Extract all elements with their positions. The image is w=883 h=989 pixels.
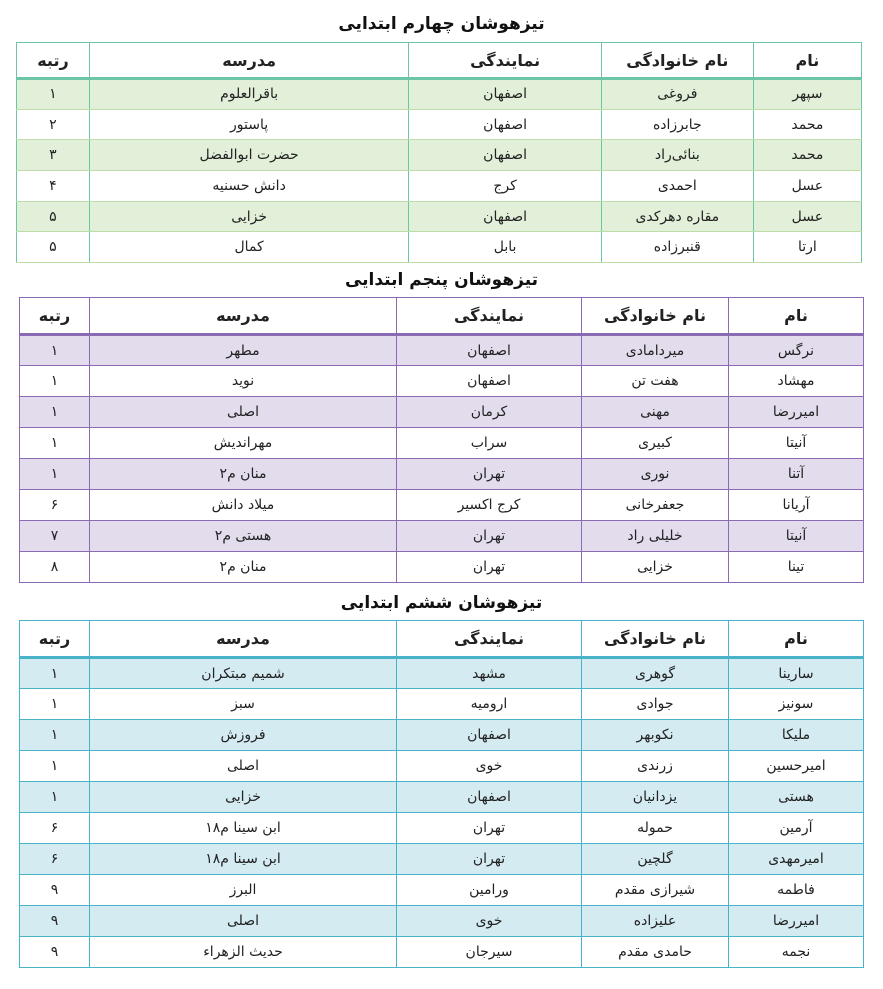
cell-name: تینا [729, 552, 864, 583]
cell-school: اصلی [90, 751, 397, 782]
cell-rep: تهران [397, 844, 582, 875]
cell-name: امیرحسین [729, 751, 864, 782]
table-row [20, 428, 864, 459]
cell-rep: کرج [409, 171, 602, 202]
cell-school: مطهر [90, 335, 397, 366]
cell-rank: ۱ [20, 658, 90, 689]
cell-rank: ۵ [17, 232, 90, 263]
cell-name: نرگس [729, 335, 864, 366]
cell-name: آنیتا [729, 521, 864, 552]
cell-school: باقرالعلوم [89, 79, 408, 110]
cell-rank: ۲ [17, 109, 90, 140]
cell-family: خزایی [582, 552, 729, 583]
cell-school: هستی م۲ [90, 521, 397, 552]
cell-school: مهراندیش [90, 428, 397, 459]
cell-family: خلیلی راد [582, 521, 729, 552]
cell-family: حامدی مقدم [582, 937, 729, 968]
cell-school: اصلی [90, 397, 397, 428]
cell-rep: تهران [397, 552, 582, 583]
cell-rank: ۶ [20, 490, 90, 521]
column-header-school: مدرسه [90, 298, 397, 335]
column-header-family: نام خانوادگی [582, 621, 729, 658]
cell-school: البرز [90, 875, 397, 906]
cell-family: زرندی [582, 751, 729, 782]
cell-name: فاطمه [729, 875, 864, 906]
table-row [20, 782, 864, 813]
cell-rep: مشهد [397, 658, 582, 689]
column-header-name: نام [729, 621, 864, 658]
cell-rep: اصفهان [409, 140, 602, 171]
cell-rank: ۹ [20, 875, 90, 906]
cell-rep: تهران [397, 521, 582, 552]
ranking-table-grade4 [16, 42, 862, 263]
table-row [20, 875, 864, 906]
cell-name: عسل [753, 201, 861, 232]
cell-rep: ارومیه [397, 689, 582, 720]
cell-rank: ۱ [20, 751, 90, 782]
cell-family: نوری [582, 459, 729, 490]
cell-family: یزدانیان [582, 782, 729, 813]
cell-family: علیزاده [582, 906, 729, 937]
table-row [20, 459, 864, 490]
cell-name: ارتا [753, 232, 861, 263]
cell-name: آرمین [729, 813, 864, 844]
cell-rank: ۱ [20, 782, 90, 813]
cell-family: بنائی‌راد [601, 140, 753, 171]
cell-family: مقاره دهرکدی [601, 201, 753, 232]
table-row [20, 720, 864, 751]
column-header-rep: نمایندگی [409, 43, 602, 79]
table-row [20, 658, 864, 689]
table-row [20, 490, 864, 521]
cell-name: مهشاد [729, 366, 864, 397]
cell-school: منان م۲ [90, 459, 397, 490]
cell-name: سارینا [729, 658, 864, 689]
table-row [17, 109, 862, 140]
cell-rep: اصفهان [409, 109, 602, 140]
cell-rank: ۹ [20, 937, 90, 968]
header-row [20, 621, 864, 658]
cell-rank: ۳ [17, 140, 90, 171]
cell-family: جوادی [582, 689, 729, 720]
cell-family: میردامادی [582, 335, 729, 366]
cell-school: خزایی [90, 782, 397, 813]
cell-rep: اصفهان [397, 335, 582, 366]
cell-name: سپهر [753, 79, 861, 110]
cell-rep: بابل [409, 232, 602, 263]
cell-rank: ۸ [20, 552, 90, 583]
table-row [20, 521, 864, 552]
column-header-rank: رتبه [20, 621, 90, 658]
cell-name: محمد [753, 140, 861, 171]
table-row [20, 552, 864, 583]
cell-name: آریانا [729, 490, 864, 521]
cell-rank: ۶ [20, 844, 90, 875]
table-row [20, 751, 864, 782]
cell-school: شمیم مبتکران [90, 658, 397, 689]
ranking-table-grade5 [19, 297, 864, 583]
cell-family: جعفرخانی [582, 490, 729, 521]
cell-family: جابرزاده [601, 109, 753, 140]
table-row [17, 171, 862, 202]
cell-rep: تهران [397, 813, 582, 844]
table-row [20, 813, 864, 844]
column-header-school: مدرسه [90, 621, 397, 658]
cell-school: اصلی [90, 906, 397, 937]
cell-family: هفت تن [582, 366, 729, 397]
cell-family: حموله [582, 813, 729, 844]
cell-rep: ورامین [397, 875, 582, 906]
table-row [20, 844, 864, 875]
table-row [17, 79, 862, 110]
cell-name: سونیز [729, 689, 864, 720]
cell-rank: ۱ [20, 459, 90, 490]
column-header-rank: رتبه [20, 298, 90, 335]
cell-name: امیرمهدی [729, 844, 864, 875]
cell-school: فروزش [90, 720, 397, 751]
cell-rep: خوی [397, 906, 582, 937]
cell-name: هستی [729, 782, 864, 813]
cell-school: سبز [90, 689, 397, 720]
cell-name: آتنا [729, 459, 864, 490]
table-row [17, 232, 862, 263]
cell-family: مهنی [582, 397, 729, 428]
column-header-family: نام خانوادگی [582, 298, 729, 335]
cell-school: نوید [90, 366, 397, 397]
table-title-grade6: تیزهوشان ششم ابتدایی [340, 593, 543, 613]
cell-family: نکوبهر [582, 720, 729, 751]
column-header-name: نام [753, 43, 861, 79]
cell-family: قنبرزاده [601, 232, 753, 263]
table-title-grade5: تیزهوشان پنجم ابتدایی [344, 270, 539, 290]
cell-name: ملیکا [729, 720, 864, 751]
cell-rep: اصفهان [409, 201, 602, 232]
table-row [20, 335, 864, 366]
column-header-family: نام خانوادگی [601, 43, 753, 79]
header-row [17, 43, 862, 79]
cell-family: شیرازی مقدم [582, 875, 729, 906]
cell-rep: اصفهان [397, 720, 582, 751]
cell-rep: کرمان [397, 397, 582, 428]
column-header-rep: نمایندگی [397, 621, 582, 658]
cell-rep: کرج اکسیر [397, 490, 582, 521]
cell-rep: اصفهان [397, 366, 582, 397]
cell-name: عسل [753, 171, 861, 202]
cell-rank: ۱ [20, 689, 90, 720]
cell-rep: سیرجان [397, 937, 582, 968]
cell-rank: ۱ [20, 335, 90, 366]
cell-family: گلچین [582, 844, 729, 875]
cell-rep: سراب [397, 428, 582, 459]
cell-rep: اصفهان [409, 79, 602, 110]
column-header-school: مدرسه [89, 43, 408, 79]
cell-name: نجمه [729, 937, 864, 968]
cell-rep: خوی [397, 751, 582, 782]
cell-rep: تهران [397, 459, 582, 490]
column-header-rep: نمایندگی [397, 298, 582, 335]
cell-school: ابن سینا م۱۸ [90, 813, 397, 844]
cell-family: کبیری [582, 428, 729, 459]
cell-school: کمال [89, 232, 408, 263]
cell-name: امیررضا [729, 906, 864, 937]
cell-rank: ۷ [20, 521, 90, 552]
cell-school: حدیث الزهراء [90, 937, 397, 968]
cell-rank: ۹ [20, 906, 90, 937]
table-title-grade4: تیزهوشان چهارم ابتدایی [338, 14, 545, 34]
table-row [17, 201, 862, 232]
cell-rank: ۱ [20, 366, 90, 397]
cell-rank: ۱ [20, 720, 90, 751]
ranking-table-grade6 [19, 620, 864, 968]
cell-rank: ۴ [17, 171, 90, 202]
table-row [20, 397, 864, 428]
cell-family: گوهری [582, 658, 729, 689]
cell-school: دانش حسنیه [89, 171, 408, 202]
cell-school: میلاد دانش [90, 490, 397, 521]
table-row [20, 366, 864, 397]
cell-name: امیررضا [729, 397, 864, 428]
column-header-name: نام [729, 298, 864, 335]
column-header-rank: رتبه [17, 43, 90, 79]
cell-school: حضرت ابوالفضل [89, 140, 408, 171]
header-row [20, 298, 864, 335]
cell-name: محمد [753, 109, 861, 140]
cell-school: منان م۲ [90, 552, 397, 583]
table-row [20, 937, 864, 968]
cell-school: پاستور [89, 109, 408, 140]
cell-family: فروغی [601, 79, 753, 110]
cell-family: احمدی [601, 171, 753, 202]
table-row [20, 906, 864, 937]
cell-rep: اصفهان [397, 782, 582, 813]
cell-rank: ۵ [17, 201, 90, 232]
table-row [17, 140, 862, 171]
cell-name: آنیتا [729, 428, 864, 459]
cell-rank: ۱ [20, 428, 90, 459]
cell-rank: ۱ [17, 79, 90, 110]
cell-rank: ۱ [20, 397, 90, 428]
cell-rank: ۶ [20, 813, 90, 844]
cell-school: خزایی [89, 201, 408, 232]
table-row [20, 689, 864, 720]
cell-school: ابن سینا م۱۸ [90, 844, 397, 875]
